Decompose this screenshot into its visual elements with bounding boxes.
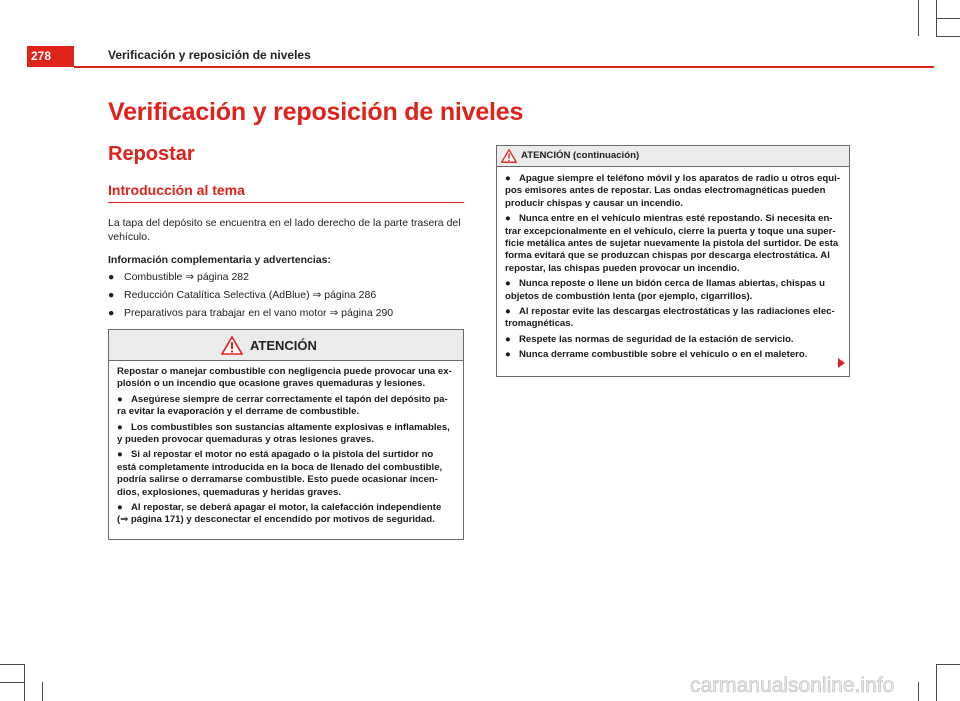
crop-mark [936,664,960,665]
refs-heading: Información complementaria y advertencias: [108,254,331,266]
warning-item-text: Si al repostar el motor no está apagado o la pistola del surtidor no está completamente introducida en la boca de llenado del combustible, podría salirse o derramarse combustible. Esto puede ocasionar incen-dios, explosiones, quemaduras y heridas graves. [117,449,443,498]
intro-text: La tapa del depósito se encuentra en el lado derecho de la parte trasera del vehículo. [108,217,461,243]
warning-continued-header [497,146,849,167]
crop-mark [0,682,24,683]
bullet: ● [117,449,123,461]
page-number: 278 [27,46,74,67]
header-rule [74,66,934,68]
warning-header [109,330,463,361]
bullet: ● [505,349,511,361]
reference-list [108,268,464,322]
subsection-heading: Introducción al tema [108,182,245,198]
bullet: ● [505,306,511,318]
warning-item [505,334,841,346]
bullet: ● [108,289,115,301]
bullet: ● [505,278,511,290]
bullet: ● [505,173,511,184]
reference-text: Reducción Catalítica Selectiva (AdBlue) ⇒ página 286 [124,289,377,301]
warning-item-text: Asegúrese siempre de cerrar correctamente el tapón del depósito pa-ra evitar la evaporación y el derrame de combustible. [117,393,448,418]
crop-mark [0,664,24,665]
warning-continued-title: ATENCIÓN (continuación) [521,150,640,161]
running-header: Verificación y reposición de niveles [108,48,311,62]
bullet: ● [117,502,123,514]
crop-mark [918,0,919,36]
bullet: ● [108,271,115,283]
warning-item-text: Nunca derrame combustible sobre el vehículo o en el maletero. [519,349,808,361]
warning-item [117,449,455,499]
bullet: ● [117,421,123,433]
warning-item-text: Al repostar evite las descargas electrostáticas y las radiaciones elec-tromagnéticas. [505,306,835,330]
reference-item[interactable] [108,268,464,286]
warning-triangle-icon [221,336,243,355]
warning-item [117,394,455,419]
warning-item-text: Al repostar, se deberá apagar el motor, la calefacción independiente (⇒ página 171) y desconectar el encendido por motivos de seguridad. [117,502,442,526]
bullet: ● [505,333,511,345]
bullet: ● [117,393,123,405]
watermark [690,672,952,698]
crop-mark [936,18,960,19]
warning-title: ATENCIÓN [250,338,317,353]
warning-box [108,329,464,540]
warning-continued-box [496,145,850,377]
reference-text: Preparativos para trabajar en el vano motor ⇒ página 290 [124,307,394,319]
warning-item-text: Nunca entre en el vehículo mientras esté repostando. Si necesita en-trar excepcionalmente en el vehículo, cierre la puerta y toque una super-ficie metálica antes de sujetar nuevamente la pistola del surtidor. De esta forma evitará que se produzcan chispas por descarga electrostática. Al repostar, las chispas pueden provocar un incendio. [505,213,839,274]
page-title: Verificación y reposición de niveles [108,98,524,126]
warning-continued-body [497,167,849,362]
crop-mark [42,682,43,701]
reference-item[interactable] [108,304,464,322]
reference-item[interactable] [108,286,464,304]
bullet: ● [108,307,115,319]
reference-text: Combustible ⇒ página 282 [124,271,249,283]
warning-item-text: Los combustibles son sustancias altamente explosivas e inflamables, y pueden provocar quemaduras y otras lesiones graves. [117,421,450,446]
warning-body [109,361,463,527]
watermark-text: carmanualsonline.info [690,674,895,697]
warning-item [117,422,455,447]
warning-item [117,502,455,527]
bullet: ● [505,213,511,225]
warning-item [505,349,841,361]
subsection-rule [108,202,464,203]
warning-item [505,213,841,275]
warning-item-text: Apague siempre el teléfono móvil y los aparatos de radio u otros equi-pos emisores antes de repostar. Las ondas electromagnéticas pueden producir chispas y causar un incendio. [505,173,840,209]
warning-triangle-icon [501,149,517,163]
warning-lead: Repostar o manejar combustible con negligencia puede provocar una ex-plosión o un incendio que ocasione graves quemaduras y lesiones. [117,366,452,390]
warning-item-text: Respete las normas de seguridad de la estación de servicio. [519,333,794,345]
continue-arrow-icon [838,358,845,368]
warning-item [505,306,841,331]
warning-item [505,173,841,210]
section-heading: Repostar [108,143,195,165]
crop-mark [24,664,25,701]
warning-item [505,278,841,303]
warning-item-text: Nunca reposte o llene un bidón cerca de llamas abiertas, chispas u objetos de combustión lenta (por ejemplo, cigarrillos). [505,278,826,302]
crop-mark [936,36,960,37]
